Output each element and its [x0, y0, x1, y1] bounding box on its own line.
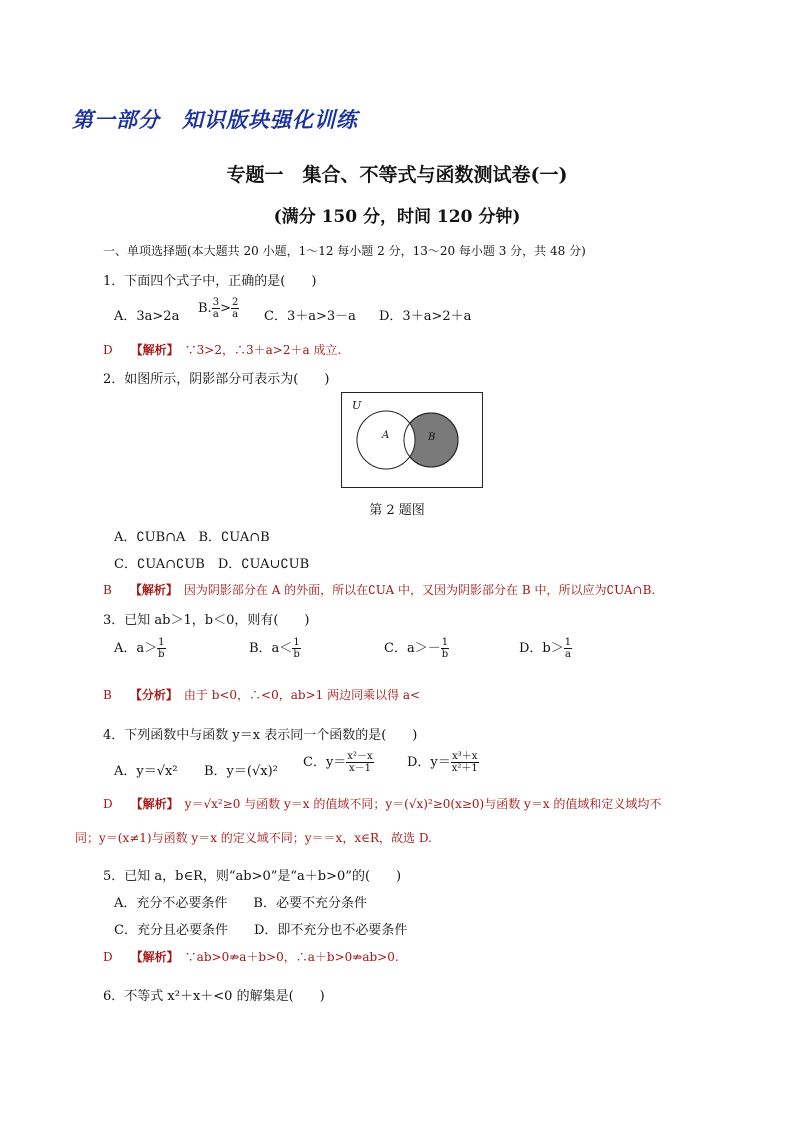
section-heading: 一、单项选择题(本大题共 20 小题，1～12 每小题 2 分，13～20 每小题 3 分，共 48 分) [103, 244, 586, 258]
answer-tag: 【解析】 [136, 950, 173, 964]
q1-option-a: A．3a>2a [114, 309, 180, 324]
q6-stem: 6．不等式 x²＋x＋<0 的解集是( ) [103, 989, 325, 1004]
q1-option-c: C．3＋a>3－a [264, 309, 356, 324]
q5-stem: 5．已知 a，b∈R，则“ab>0”是“a＋b>0”的( ) [103, 869, 402, 884]
q3-option-c: C．a＞－ $\frac{1}{b}$ [384, 637, 449, 660]
paper-title: 专题一 集合、不等式与函数测试卷(一) [226, 164, 568, 186]
answer-tag: 【分析】 [135, 688, 172, 702]
q3-option-d: D．b＞ $\frac{1}{a}$ [519, 637, 572, 660]
part-heading: 第一部分 知识版块强化训练 [72, 108, 358, 132]
fraction: $\frac{3}{a}$ [212, 297, 220, 320]
q4-option-a: A．y＝√x² [114, 764, 178, 779]
venn-label-u: U [352, 399, 362, 412]
q1-stem: 1．下面四个式子中，正确的是( ) [103, 274, 317, 289]
answer-letter: D [103, 343, 113, 357]
q4-option-d: D．y＝ $\frac{\text{x³＋x}}{\text{x²＋1}}$ [407, 751, 478, 774]
paper-subtitle: (满分 150 分，时间 120 分钟) [273, 207, 521, 227]
q3-option-b: B．a＜ $\frac{1}{b}$ [249, 637, 300, 660]
q4-option-c: C．y＝ $\frac{\text{x²－x}}{x-1}$ [303, 751, 373, 774]
venn-svg [342, 393, 482, 487]
answer-text: y＝√x²≥0 与函数 y＝x 的值域不同；y＝(√x)²≥0(x≥0)与函数 y＝x 的值域和定义域均不 [184, 797, 662, 811]
answer-letter: D [103, 950, 113, 964]
fraction: $\frac{2}{a}$ [231, 297, 239, 320]
q3-option-a: A．a＞ $\frac{1}{b}$ [114, 637, 165, 660]
q2-stem: 2．如图所示，阴影部分可表示为( ) [103, 372, 330, 387]
answer-letter: B [103, 688, 112, 702]
q4-answer-line1 [103, 795, 661, 812]
answer-letter: B [103, 583, 112, 597]
answer-letter: D [103, 797, 113, 811]
q4-answer-line2: 同；y＝(x≠1)与函数 y＝x 的定义域不同；y＝＝x，x∈R，故选 D. [75, 831, 432, 845]
answer-text: 由于 b<0，∴<0，ab>1 两边同乘以得 a< [183, 688, 421, 702]
figure-caption: 第 2 题图 [369, 503, 425, 518]
q2-answer [103, 581, 655, 598]
q5-answer [103, 948, 399, 965]
answer-text: 因为阴影部分在 A 的外面，所以在∁UA 中，又因为阴影部分在 B 中，所以应为∁UA∩B. [183, 583, 656, 597]
venn-label-a: A [382, 430, 390, 441]
venn-diagram [341, 392, 483, 488]
q2-options-row2: C．∁UA∩∁UB D．∁UA∪∁UB [114, 557, 310, 572]
q3-stem: 3．已知 ab＞1，b＜0，则有( ) [103, 613, 310, 628]
q5-options-row1: A．充分不必要条件 B．必要不充分条件 [114, 896, 367, 911]
q1-answer [103, 341, 341, 358]
answer-tag: 【解析】 [136, 797, 173, 811]
answer-text: ∵3>2，∴3＋a>2＋a 成立. [184, 343, 342, 357]
venn-label-b: B [428, 432, 436, 443]
q4-option-b: B．y＝(√x)² [204, 764, 278, 779]
answer-text: ∵ab>0⇏a＋b>0，∴a＋b>0⇏ab>0. [184, 950, 399, 964]
q2-options-row1: A．∁UB∩A B．∁UA∩B [114, 530, 270, 545]
q1-option-b: B. $\frac{3}{a}$ > $\frac{2}{a}$ [198, 297, 239, 320]
answer-tag: 【解析】 [135, 583, 172, 597]
q3-answer [103, 686, 420, 703]
answer-tag: 【解析】 [136, 343, 173, 357]
q1-option-d: D．3＋a>2＋a [379, 309, 472, 324]
q5-options-row2: C．充分且必要条件 D．即不充分也不必要条件 [114, 923, 408, 938]
q1-option-b-label: B. [198, 301, 212, 316]
q4-stem: 4．下列函数中与函数 y＝x 表示同一个函数的是( ) [103, 728, 418, 743]
